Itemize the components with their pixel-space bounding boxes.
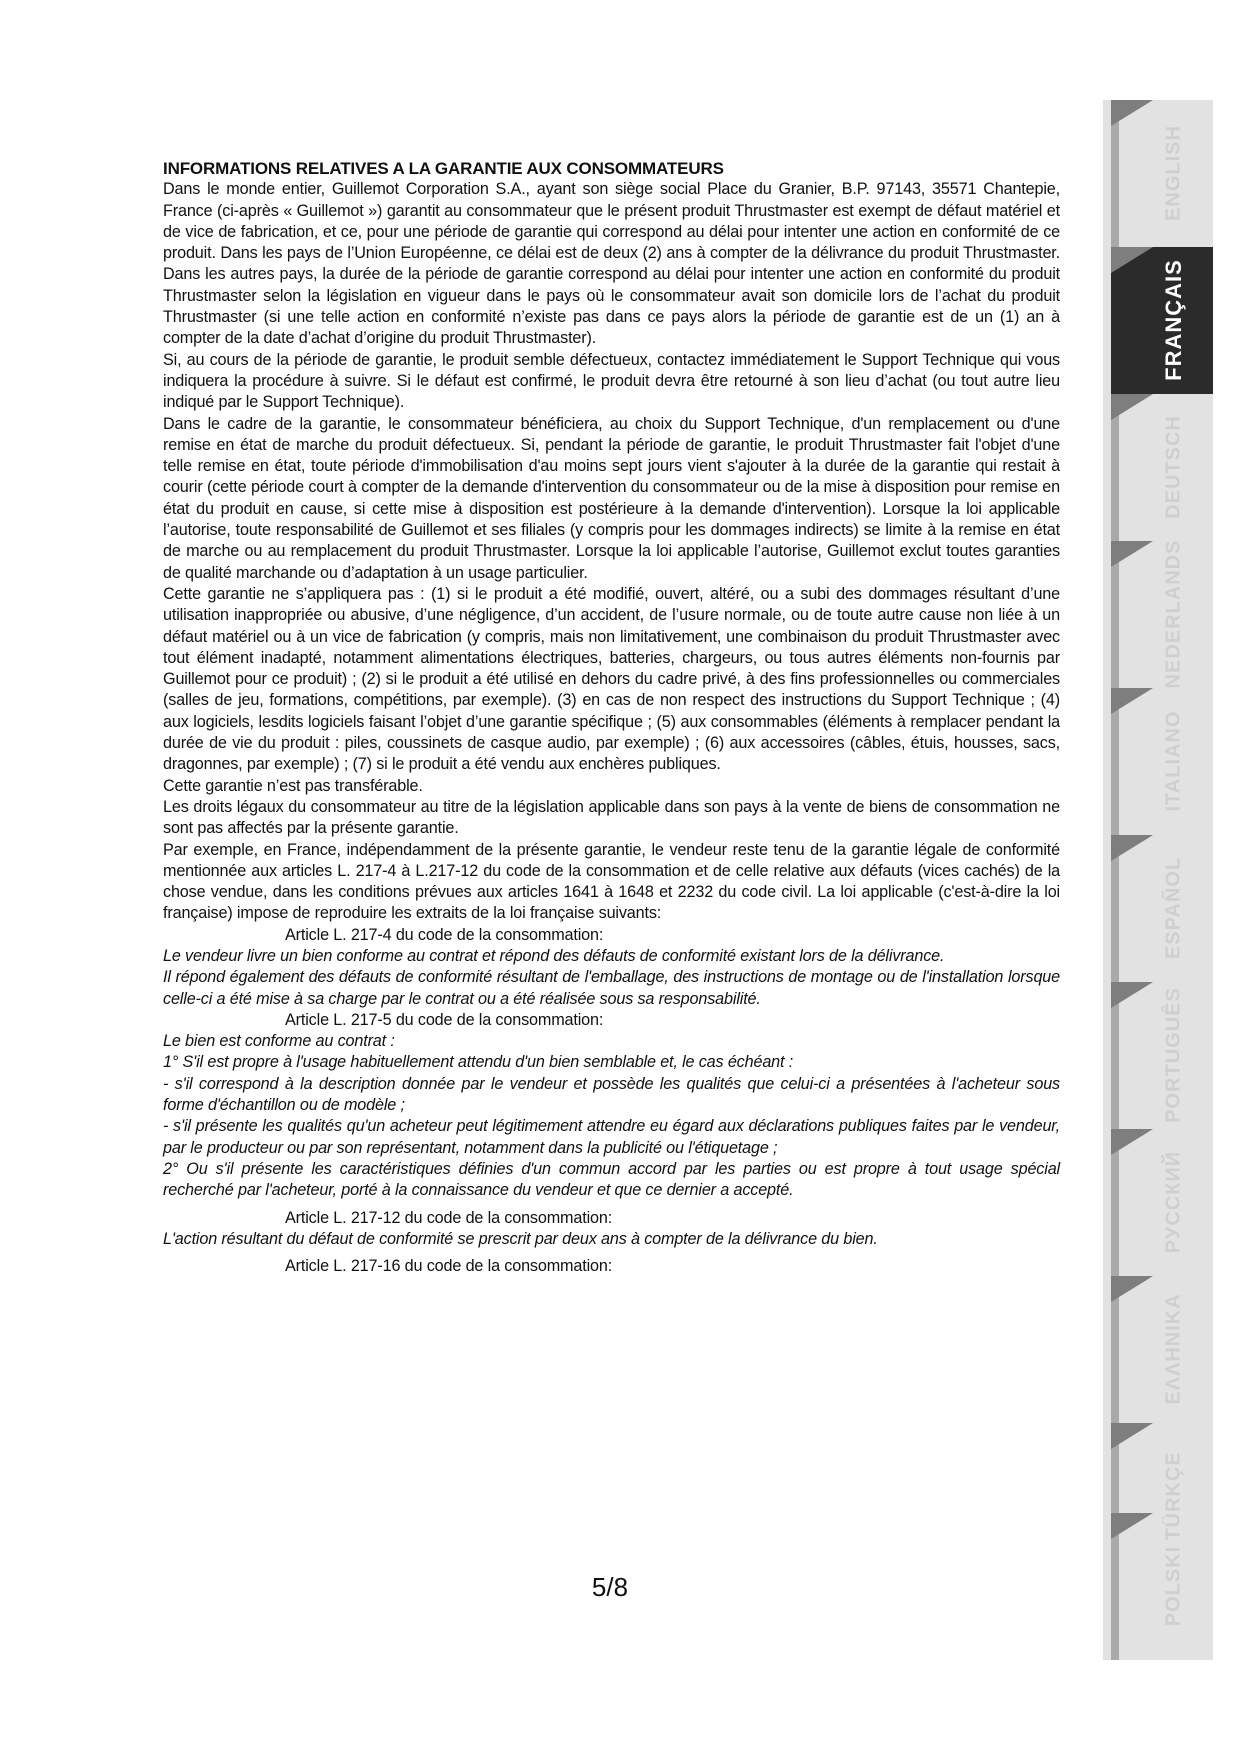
language-tab-bar	[1103, 100, 1213, 1660]
tab-greek[interactable]	[1111, 1276, 1213, 1423]
tab-label: POLSKI	[1162, 1545, 1185, 1627]
tab-espanol[interactable]	[1111, 835, 1213, 982]
article-heading: Article L. 217-16 du code de la consommation:	[285, 1257, 613, 1276]
paragraph-repair-replacement: Dans le cadre de la garantie, le consommateur bénéficiera, au choix du Support Technique, d'un remplacement ou d'une remise en état de marche du produit défectueux. Si, pendant la période de garantie, le produit Thrustmaster fait l'objet d'une telle remise en état, toute période d'immobilisation d'au moins sept jours vient s'ajouter à la durée de la garantie qui restait à courir (cette période court à compter de la demande d'intervention du consommateur ou de la mise à disposition pour remise en état du produit en cause, si cette mise à disposition est postérieure à la demande d'intervention). Lorsque la loi applicable l’autorise, toute responsabilité de Guillemot et ses filiales (y compris pour les dommages indirects) se limite à la remise en état de marche ou au remplacement du produit Thrustmaster. Lorsque la loi applicable l’autorise, Guillemot exclut toutes garanties de qualité marchande ou d’adaptation à un usage particulier.	[163, 414, 1060, 582]
tab-label: ΕΛΛΗΝΙΚΑ	[1162, 1293, 1185, 1405]
tab-label: DEUTSCH	[1162, 415, 1185, 519]
article-text: Le bien est conforme au contrat :	[163, 1032, 395, 1051]
page-title: INFORMATIONS RELATIVES A LA GARANTIE AUX CONSOMMATEURS	[163, 159, 724, 178]
paragraph-france-example: Par exemple, en France, indépendamment de la présente garantie, le vendeur reste tenu de la garantie légale de conformité mentionnée aux articles L. 217-4 à L.217-12 du code de la consommation et de celle relative aux défauts (vices cachés) de la chose vendue, dans les conditions prévues aux articles 1641 à 1648 et 2232 du code civil. La loi applicable (c'est-à-dire la loi française) impose de reproduire les extraits de la loi française suivants:	[163, 840, 1060, 923]
tab-francais[interactable]	[1111, 247, 1213, 394]
tab-italiano[interactable]	[1111, 688, 1213, 835]
paragraph-non-transferable: Cette garantie n’est pas transférable.	[163, 776, 423, 795]
tab-nederlands[interactable]	[1111, 541, 1213, 688]
tab-label: ESPAÑOL	[1162, 856, 1185, 960]
article-text: 1° S'il est propre à l'usage habituellement attendu d'un bien semblable et, le cas échéant :	[163, 1053, 794, 1072]
tab-label: РУССКИЙ	[1162, 1150, 1185, 1254]
article-text: Il répond également des défauts de conformité résultant de l'emballage, des instructions de montage ou de l'installation lorsque celle-ci a été mise à sa charge par le contrat ou a été réalisée sous sa responsabilité.	[163, 968, 1060, 1008]
tab-label: NEDERLANDS	[1162, 539, 1185, 689]
tab-label: FRANÇAIS	[1161, 259, 1186, 381]
warranty-text	[163, 158, 1060, 1277]
tab-label: PORTUGUÊS	[1162, 987, 1185, 1123]
tab-label: ITALIANO	[1162, 710, 1185, 812]
article-text: - s'il présente les qualités qu'un acheteur peut légitimement attendre eu égard aux déclarations publiques faites par le vendeur, par le producteur ou par son représentant, notamment dans la publicité ou l'étiquetage ;	[163, 1117, 1060, 1157]
article-heading: Article L. 217-5 du code de la consommation:	[285, 1010, 604, 1029]
tab-russian[interactable]	[1111, 1129, 1213, 1276]
page-number: 5/8	[591, 1572, 629, 1602]
paragraph-exclusions: Cette garantie ne s’appliquera pas : (1) si le produit a été modifié, ouvert, altéré, ou a subi des dommages résultant d’une utilisation inappropriée ou abusive, d’une négligence, d’un accident, de l’usure normale, ou de toute autre cause non liée à un défaut matériel ou à un vice de fabrication (y compris, mais non limitativement, une combinaison du produit Thrustmaster avec tout élément inadapté, notamment alimentations électriques, batteries, chargeurs, ou tous autres éléments non-fournis par Guillemot pour ce produit) ; (2) si le produit a été utilisé en dehors du cadre privé, à des fins professionnelles ou commerciales (salles de jeu, formations, compétitions, par exemple). (3) en cas de non respect des instructions du Support Technique ; (4) aux logiciels, lesdits logiciels faisant l’objet d’une garantie spécifique ; (5) aux consommables (éléments à remplacer pendant la durée de vie du produit : piles, coussinets de casque audio, par exemple) ; (6) aux accessoires (câbles, étuis, housses, sacs, dragonnes, par exemple) ; (7) si le produit a été vendu aux enchères publiques.	[163, 584, 1060, 774]
paragraph-defect-procedure: Si, au cours de la période de garantie, le produit semble défectueux, contactez immédiatement le Support Technique qui vous indiquera la procédure à suivre. Si le défaut est confirmé, le produit devra être retourné à son lieu d’achat (ou tout autre lieu indiqué par le Support Technique).	[163, 350, 1060, 412]
article-text: Le vendeur livre un bien conforme au contrat et répond des défauts de conformité existant lors de la délivrance.	[163, 946, 945, 965]
paragraph-coverage: Dans le monde entier, Guillemot Corporation S.A., ayant son siège social Place du Granier, B.P. 97143, 35571 Chantepie, France (ci-après « Guillemot ») garantit au consommateur que le présent produit Thrustmaster est exempt de défaut matériel et de vice de fabrication, et ce, pour une période de garantie qui correspond au délai pour intenter une action en conformité de ce produit. Dans les pays de l’Union Européenne, ce délai est de deux (2) ans à compter de la délivrance du produit Thrustmaster. Dans les autres pays, la durée de la période de garantie correspond au délai pour intenter une action en conformité du produit Thrustmaster selon la législation en vigueur dans le pays où le consommateur avait son domicile lors de l’achat du produit Thrustmaster (si une telle action en conformité n’existe pas dans ce pays alors la période de garantie est de un (1) an à compter de la date d’achat d’origine du produit Thrustmaster).	[163, 180, 1060, 348]
article-text: L'action résultant du défaut de conformité se prescrit par deux ans à compter de la délivrance du bien.	[163, 1229, 878, 1248]
tab-label: ENGLISH	[1162, 125, 1185, 221]
tab-label: TÜRKÇE	[1162, 1451, 1185, 1541]
article-text: 2° Ou s'il présente les caractéristiques définies d'un commun accord par les parties ou est propre à tout usage spécial recherché par l'acheteur, porté à la connaissance du vendeur et que ce dernier a accepté.	[163, 1159, 1060, 1200]
paragraph-legal-rights: Les droits légaux du consommateur au titre de la législation applicable dans son pays à la vente de biens de consommation ne sont pas affectés par la présente garantie.	[163, 797, 1060, 838]
article-text: - s'il correspond à la description donnée par le vendeur et possède les qualités que celui-ci a présentées à l'acheteur sous forme d'échantillon ou de modèle ;	[163, 1074, 1060, 1115]
tab-polski[interactable]	[1111, 1513, 1213, 1660]
tab-portugues[interactable]	[1111, 982, 1213, 1129]
tab-english[interactable]	[1111, 100, 1213, 247]
article-heading: Article L. 217-4 du code de la consommation:	[285, 925, 604, 944]
article-heading: Article L. 217-12 du code de la consommation:	[285, 1208, 613, 1227]
tab-deutsch[interactable]	[1111, 394, 1213, 541]
